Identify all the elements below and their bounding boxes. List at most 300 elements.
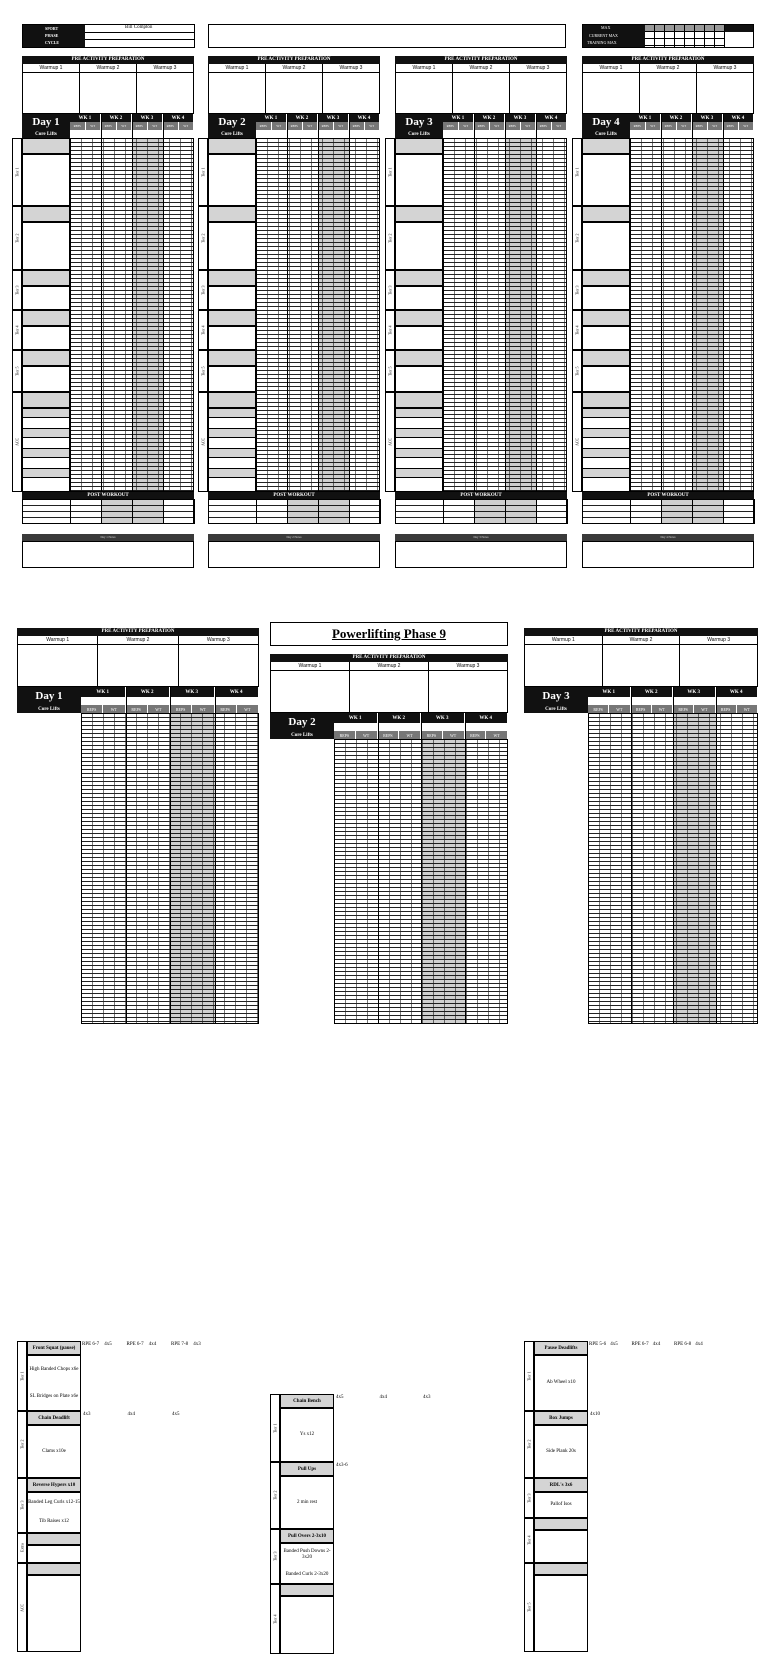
warmup-entry-row[interactable]	[270, 670, 508, 713]
tier-accessory[interactable]	[582, 366, 630, 392]
warmup-label-2: Warmup 2	[350, 662, 429, 670]
acc-lift-name[interactable]	[208, 428, 256, 438]
acc-lift-name[interactable]	[22, 448, 70, 458]
tier-lift-name[interactable]	[208, 138, 256, 154]
tier-lift-name[interactable]	[22, 270, 70, 286]
post-divider	[723, 499, 724, 524]
warmup-label-2: Warmup 2	[453, 64, 510, 72]
day-notes-box[interactable]	[395, 541, 567, 568]
tier-accessory[interactable]	[27, 1575, 81, 1652]
week-divider	[723, 114, 724, 492]
warmup-label-3: Warmup 3	[713, 65, 737, 71]
tier-lift-name[interactable]	[27, 1563, 81, 1575]
tier-accessory[interactable]	[534, 1575, 588, 1652]
week-divider	[465, 713, 466, 1024]
warmup-entry-2[interactable]	[98, 645, 178, 686]
post-divider	[349, 499, 350, 524]
acc-lift-name[interactable]	[395, 428, 443, 438]
week3-shade	[421, 739, 465, 1024]
tier-label: Tier 1	[270, 1394, 280, 1462]
tier-accessory[interactable]	[27, 1545, 81, 1563]
tier-label: Tier 1	[572, 138, 582, 206]
warmup-label-3: Warmup 3	[339, 65, 363, 71]
reps-header: REPS	[81, 705, 103, 713]
accessory-item: Ys x12	[299, 1432, 315, 1437]
week-value[interactable]: 4x3-6	[336, 1463, 348, 1468]
week-divider	[163, 114, 164, 492]
wt-header: WT	[646, 122, 662, 130]
post-shade	[474, 499, 536, 524]
week-divider	[126, 687, 127, 1024]
tier-lift-name[interactable]	[395, 350, 443, 366]
week-value[interactable]: 4x4	[652, 1342, 661, 1347]
tier-label: ACC	[198, 392, 208, 492]
reps-header: REPS	[661, 122, 677, 130]
tier-accessory[interactable]	[395, 222, 443, 270]
week-value[interactable]: 4x5	[610, 1342, 618, 1347]
reps-header: REPS	[287, 122, 303, 130]
accessory-item: Banded Push Downs 2-3x20	[283, 1549, 331, 1561]
post-workout-header: POST WORKOUT	[22, 492, 194, 499]
week3-shade	[692, 138, 723, 492]
tier-lift-name[interactable]	[208, 310, 256, 326]
wt-header: WT	[86, 122, 102, 130]
acc-lift-name[interactable]	[208, 448, 256, 458]
warmup-entry-3[interactable]	[179, 645, 258, 686]
week-header-1: WK 1	[334, 713, 378, 723]
tier-accessory[interactable]	[208, 154, 256, 206]
warmup-entry-row[interactable]	[208, 72, 380, 114]
day-title: Day 3	[395, 114, 443, 130]
lift-name[interactable]: Chain Deadlift	[27, 1411, 81, 1425]
lift-name[interactable]: Pull Ups	[280, 1462, 334, 1476]
wt-header: WT	[652, 705, 673, 713]
core-lifts-label: Core Lifts	[270, 731, 334, 739]
acc-lift-name[interactable]	[395, 408, 443, 418]
pre-activity-header: PRE ACTIVITY PREPARATION	[395, 56, 567, 64]
tier-lift-name[interactable]	[280, 1584, 334, 1596]
day-title: Day 4	[582, 114, 630, 130]
tier-lift-name[interactable]	[395, 310, 443, 326]
post-shade	[287, 499, 349, 524]
lift-accessories[interactable]	[534, 1425, 588, 1478]
week3-shade	[505, 138, 536, 492]
lift-name[interactable]: Pull Overs 2-3x10	[280, 1529, 334, 1543]
week-divider	[661, 114, 662, 492]
tier-lift-name[interactable]	[27, 1533, 81, 1545]
tier-lift-name[interactable]	[208, 392, 256, 408]
accessory-item: Clams x10e	[42, 1448, 66, 1454]
tier-lift-name[interactable]	[395, 392, 443, 408]
week-header-1: WK 1	[588, 687, 631, 697]
tier-accessory[interactable]	[582, 286, 630, 310]
week-value[interactable]: 4x4	[127, 1412, 135, 1417]
tier-lift-name[interactable]	[22, 138, 70, 154]
tier-label: Tier 2	[270, 1462, 280, 1529]
warmup-label-3: Warmup 3	[707, 637, 731, 643]
reps-header: REPS	[256, 122, 272, 130]
reps-header: REPS	[443, 122, 459, 130]
week-header-1: WK 1	[256, 114, 287, 122]
tier-lift-name[interactable]	[208, 206, 256, 222]
acc-lift-name[interactable]	[22, 468, 70, 478]
lift-name[interactable]: RDL's 3x6	[534, 1478, 588, 1492]
wt-header: WT	[103, 705, 125, 713]
reps-header: REPS	[465, 731, 487, 739]
wt-header: WT	[365, 122, 381, 130]
lift-accessories[interactable]	[280, 1543, 334, 1584]
warmup-header-row	[270, 662, 508, 670]
phase-title-box	[270, 622, 508, 646]
reps-header: REPS	[70, 122, 86, 130]
acc-lift-name[interactable]	[582, 448, 630, 458]
warmup-entry-3[interactable]	[680, 645, 757, 686]
tier-lift-name[interactable]	[582, 392, 630, 408]
wt-header: WT	[117, 122, 133, 130]
phase-title: Powerlifting Phase 9	[331, 626, 447, 641]
day-notes-header: Day 1 Notes	[22, 534, 194, 541]
week-value[interactable]: 4x4	[148, 1342, 157, 1347]
reps-header: REPS	[215, 705, 237, 713]
day-panel-4	[574, 56, 754, 576]
tier-accessory[interactable]	[208, 222, 256, 270]
cycle-label: CYCLE	[45, 40, 60, 45]
header-notes-box[interactable]	[208, 24, 566, 48]
tier-lift-name[interactable]	[22, 206, 70, 222]
wt-header: WT	[552, 122, 568, 130]
warmup-entry-2[interactable]	[350, 671, 429, 712]
lift-name[interactable]: Box Jumps	[534, 1411, 588, 1425]
tier-label: Tier 3	[270, 1529, 280, 1584]
tier-label: Tier 1	[17, 1341, 27, 1411]
week-divider	[692, 114, 693, 492]
acc-lift-name[interactable]	[208, 408, 256, 418]
warmup-entry-row[interactable]	[524, 644, 758, 687]
warmup-entry-row[interactable]	[22, 72, 194, 114]
tier-accessory[interactable]	[22, 366, 70, 392]
week-header-1: WK 1	[81, 687, 126, 697]
week-value[interactable]: 4x5	[104, 1342, 112, 1347]
tier-accessory[interactable]	[22, 326, 70, 350]
reps-header: REPS	[163, 122, 179, 130]
core-lifts-label: Core Lifts	[524, 705, 588, 713]
warmup-entry-2[interactable]	[80, 73, 137, 113]
week-divider	[536, 114, 537, 492]
week-value[interactable]: 4x3	[193, 1342, 201, 1347]
tier-label: Tier 3	[524, 1478, 534, 1518]
accessory-item: Side Plank 20s	[546, 1448, 576, 1454]
warmup-entry-3[interactable]	[429, 671, 507, 712]
wt-header: WT	[237, 705, 259, 713]
tier-label: Tier 2	[17, 1411, 27, 1478]
tier-lift-name[interactable]	[582, 206, 630, 222]
week-value[interactable]: 4x3	[423, 1395, 431, 1400]
tier-lift-name[interactable]	[22, 310, 70, 326]
warmup-label-3: Warmup 3	[456, 663, 480, 669]
week-value[interactable]: 4x3	[83, 1412, 91, 1417]
tier-label: ACC	[572, 392, 582, 492]
tier-accessory[interactable]	[22, 222, 70, 270]
warmup-label-3: Warmup 3	[206, 637, 230, 643]
week-value[interactable]: 4x10	[590, 1412, 600, 1417]
acc-lift-name[interactable]	[22, 428, 70, 438]
tier-label: Tier 2	[572, 206, 582, 270]
tier-accessory[interactable]	[582, 222, 630, 270]
week-value[interactable]: 4x5	[172, 1412, 180, 1417]
warmup-entry-3[interactable]	[697, 73, 753, 113]
warmup-entry-3[interactable]	[137, 73, 193, 113]
tier-lift-name[interactable]	[22, 350, 70, 366]
week-header-4: WK 4	[465, 713, 509, 723]
lift-name[interactable]: Chain Bench	[280, 1394, 334, 1408]
warmup-entry-2[interactable]	[453, 73, 510, 113]
reps-header: REPS	[505, 122, 521, 130]
wt-header: WT	[490, 122, 506, 130]
post-shade	[101, 499, 163, 524]
warmup-entry-3[interactable]	[510, 73, 566, 113]
lift-accessories[interactable]	[280, 1408, 334, 1462]
week-header-1: WK 1	[70, 114, 101, 122]
tier-label: ACC	[12, 392, 22, 492]
warmup-label-1: Warmup 1	[23, 64, 80, 72]
lift-accessories[interactable]	[27, 1492, 81, 1533]
day-notes-box[interactable]	[582, 541, 754, 568]
week-header-3: WK 3	[505, 114, 536, 122]
lift-accessories[interactable]	[280, 1476, 334, 1529]
week3-shade	[170, 713, 215, 1024]
week-value[interactable]: 4x5	[336, 1395, 344, 1400]
week-header-4: WK 4	[215, 687, 260, 697]
week-value[interactable]: RPE 6-8	[674, 1342, 692, 1347]
tier-label: Tier 1	[198, 138, 208, 206]
week-divider	[673, 687, 674, 1024]
current-max-label: CURRENT MAX	[589, 33, 618, 38]
warmup-label-1: Warmup 1	[271, 662, 350, 670]
accessory-item: Banded Leg Curls x12-15	[28, 1499, 80, 1505]
tier-label: Tier 4	[524, 1518, 534, 1563]
tier-accessory[interactable]	[534, 1530, 588, 1563]
warmup-label-1: Warmup 1	[18, 636, 98, 644]
tier-lift-name[interactable]	[582, 138, 630, 154]
sport-label: SPORT	[45, 26, 59, 31]
lift-accessories[interactable]	[27, 1425, 81, 1478]
tier-lift-name[interactable]	[395, 270, 443, 286]
wt-header: WT	[708, 122, 724, 130]
athlete-info-box	[22, 24, 195, 48]
reps-header: REPS	[170, 705, 192, 713]
warmup-entry-1[interactable]	[271, 671, 350, 712]
week-header-3: WK 3	[421, 713, 465, 723]
tier-accessory[interactable]	[395, 154, 443, 206]
wt-header: WT	[459, 122, 475, 130]
week-value[interactable]: RPE 5-6	[589, 1342, 607, 1347]
tier-accessory[interactable]	[208, 286, 256, 310]
acc-lift-name[interactable]	[208, 468, 256, 478]
warmup-entry-1[interactable]	[583, 73, 640, 113]
wt-header: WT	[356, 731, 378, 739]
tier-accessory[interactable]	[208, 326, 256, 350]
wt-header: WT	[486, 731, 508, 739]
tier-lift-name[interactable]	[395, 138, 443, 154]
tier-label: Tier 4	[572, 310, 582, 350]
acc-lift-name[interactable]	[22, 408, 70, 418]
week-header-4: WK 4	[163, 114, 194, 122]
warmup-label-3: Warmup 3	[153, 65, 177, 71]
week-value[interactable]: 4x4	[379, 1395, 387, 1400]
day-title: Day 1	[22, 114, 70, 130]
lift-name[interactable]: Reverse Hypers x10	[27, 1478, 81, 1492]
week-divider	[716, 687, 717, 1024]
tier-lift-name[interactable]	[582, 270, 630, 286]
week-divider	[474, 114, 475, 492]
tier-lift-name[interactable]	[582, 350, 630, 366]
lift-name[interactable]: Pause Deadlifts	[534, 1341, 588, 1355]
warmup-entry-row[interactable]	[395, 72, 567, 114]
day-notes-box[interactable]	[22, 541, 194, 568]
tier-accessory[interactable]	[582, 326, 630, 350]
week-value[interactable]: RPE 6-7	[631, 1342, 649, 1347]
tier-label: Tier 1	[12, 138, 22, 206]
lift-accessories[interactable]	[534, 1492, 588, 1518]
day-notes-box[interactable]	[208, 541, 380, 568]
day-title: Day 2	[270, 713, 334, 731]
warmup-entry-1[interactable]	[525, 645, 603, 686]
week-value[interactable]: RPE 6-7	[126, 1342, 144, 1347]
week-header-2: WK 2	[631, 687, 674, 697]
warmup-entry-1[interactable]	[396, 73, 453, 113]
post-workout-header: POST WORKOUT	[208, 492, 380, 499]
post-divider	[70, 499, 71, 524]
tier-label: Tier 3	[198, 270, 208, 310]
accessory-item: High Banded Chops x6e	[29, 1366, 79, 1372]
warmup-entry-3[interactable]	[323, 73, 379, 113]
tier-accessory[interactable]	[395, 326, 443, 350]
athlete-name[interactable]: Bill Compton	[125, 25, 153, 30]
warmup-label-2: Warmup 2	[98, 636, 178, 644]
training-max-label: TRAINING MAX	[587, 40, 617, 45]
post-divider	[754, 499, 755, 524]
week-header-4: WK 4	[536, 114, 567, 122]
tier-accessory[interactable]	[395, 286, 443, 310]
tier-label: Tier 1	[524, 1341, 534, 1411]
tier-label: Tier 3	[17, 1478, 27, 1533]
day-notes-header: Day 3 Notes	[395, 534, 567, 541]
warmup-label-3: Warmup 3	[526, 65, 550, 71]
tier-label: Tier 2	[12, 206, 22, 270]
acc-lift-name[interactable]	[395, 448, 443, 458]
acc-lift-name[interactable]	[395, 468, 443, 478]
tier-accessory[interactable]	[22, 286, 70, 310]
tier-label: ACC	[17, 1563, 27, 1652]
week-value[interactable]: RPE 6-7	[82, 1342, 100, 1347]
core-lifts-label: Core Lifts	[208, 130, 256, 138]
reps-header: REPS	[334, 731, 356, 739]
pre-activity-header: PRE ACTIVITY PREPARATION	[582, 56, 754, 64]
wt-header: WT	[609, 705, 630, 713]
wt-header: WT	[399, 731, 421, 739]
tier-lift-name[interactable]	[208, 270, 256, 286]
pre-activity-header: PRE ACTIVITY PREPARATION	[270, 654, 508, 662]
tier-label: Tier 3	[12, 270, 22, 310]
warmup-entry-1[interactable]	[18, 645, 98, 686]
tier-lift-name[interactable]	[395, 206, 443, 222]
tier-accessory[interactable]	[208, 366, 256, 392]
wt-header: WT	[443, 731, 465, 739]
reps-header: REPS	[723, 122, 739, 130]
acc-lift-name[interactable]	[582, 408, 630, 418]
week-header-2: WK 2	[101, 114, 132, 122]
wt-header: WT	[334, 122, 350, 130]
warmup-entry-2[interactable]	[603, 645, 681, 686]
post-divider	[380, 499, 381, 524]
lift-name[interactable]: Front Squat (pause)	[27, 1341, 81, 1355]
post-shade	[661, 499, 723, 524]
warmup-entry-2[interactable]	[266, 73, 323, 113]
warmup-label-1: Warmup 1	[583, 64, 640, 72]
tier-label: Tier 2	[524, 1411, 534, 1478]
accessory-item: Pallof Isos	[550, 1502, 572, 1507]
warmup-entry-2[interactable]	[640, 73, 697, 113]
week-value[interactable]: RPE 7-8	[171, 1342, 189, 1347]
warmup-entry-1[interactable]	[209, 73, 266, 113]
day-notes-header: Day 4 Notes	[582, 534, 754, 541]
reps-header: REPS	[536, 122, 552, 130]
reps-header: REPS	[588, 705, 609, 713]
tier-lift-name[interactable]	[582, 310, 630, 326]
reps-header: REPS	[673, 705, 694, 713]
tier-accessory[interactable]	[22, 154, 70, 206]
week-divider	[287, 114, 288, 492]
warmup-entry-row[interactable]	[17, 644, 259, 687]
week-divider	[132, 114, 133, 492]
accessory-item: 2 min rest	[297, 1499, 317, 1505]
tier-accessory[interactable]	[395, 366, 443, 392]
core-lifts-label: Core Lifts	[17, 705, 81, 713]
reps-header: REPS	[474, 122, 490, 130]
reps-header: REPS	[692, 122, 708, 130]
wt-header: WT	[179, 122, 195, 130]
post-divider	[536, 499, 537, 524]
tier-accessory[interactable]	[582, 154, 630, 206]
accessory-item: Tib Raises x12	[39, 1519, 69, 1525]
max-box	[582, 24, 754, 48]
week-value[interactable]: 4x4	[695, 1342, 703, 1347]
tier-lift-name[interactable]	[22, 392, 70, 408]
acc-lift-name[interactable]	[582, 468, 630, 478]
lift-accessories[interactable]	[534, 1355, 588, 1411]
reps-header: REPS	[630, 122, 646, 130]
reps-header: REPS	[318, 122, 334, 130]
tier-label: Tier 2	[198, 206, 208, 270]
warmup-entry-row[interactable]	[582, 72, 754, 114]
tier-label: Tier 3	[385, 270, 395, 310]
wt-header: WT	[694, 705, 715, 713]
core-lifts-label: Core Lifts	[582, 130, 630, 138]
tier-lift-name[interactable]	[534, 1563, 588, 1575]
acc-lift-name[interactable]	[582, 428, 630, 438]
tier-lift-name[interactable]	[534, 1518, 588, 1530]
tier-label: Tier 5	[524, 1563, 534, 1652]
tier-accessory[interactable]	[280, 1596, 334, 1654]
warmup-entry-1[interactable]	[23, 73, 80, 113]
tier-lift-name[interactable]	[208, 350, 256, 366]
day-panel-3	[387, 56, 567, 576]
wt-header: WT	[303, 122, 319, 130]
tier-label: Tier 5	[198, 350, 208, 392]
accessory-item: Banded Curls 2-3x20	[285, 1571, 329, 1577]
max-label: MAX	[601, 25, 611, 30]
lift-accessories[interactable]	[27, 1355, 81, 1411]
